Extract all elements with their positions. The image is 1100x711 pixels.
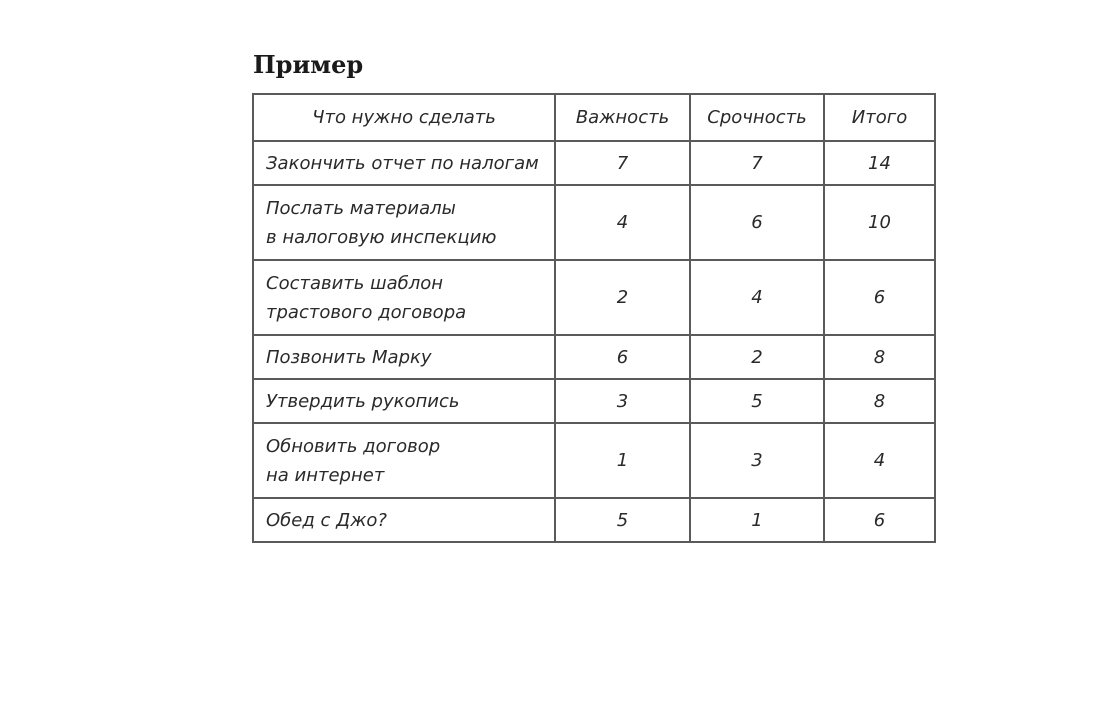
total-cell: 6 (824, 498, 935, 542)
importance-cell: 1 (555, 423, 690, 498)
column-header-task: Что нужно сделать (253, 94, 555, 141)
task-cell (253, 185, 555, 260)
total-cell: 10 (824, 185, 935, 260)
task-cell (253, 141, 555, 185)
table-row (253, 423, 935, 498)
task-text: Составить шаблон (266, 272, 444, 294)
total-cell: 14 (824, 141, 935, 185)
task-text: Обед с Джо? (266, 509, 387, 531)
task-text: трастового договора (266, 301, 467, 323)
urgency-cell: 4 (690, 260, 824, 335)
table-row (253, 185, 935, 260)
table-row (253, 379, 935, 423)
task-cell (253, 379, 555, 423)
task-text: Закончить отчет по налогам (266, 152, 539, 174)
task-text: Утвердить рукопись (266, 390, 460, 412)
urgency-cell: 2 (690, 335, 824, 379)
example-heading: Пример (253, 50, 364, 79)
table-row (253, 260, 935, 335)
task-text: на интернет (266, 464, 385, 486)
task-text: Послать материалы (266, 197, 456, 219)
total-cell: 6 (824, 260, 935, 335)
importance-cell: 3 (555, 379, 690, 423)
table-row (253, 335, 935, 379)
importance-cell: 7 (555, 141, 690, 185)
total-cell: 4 (824, 423, 935, 498)
importance-cell: 4 (555, 185, 690, 260)
task-cell (253, 260, 555, 335)
column-header-total: Итого (824, 94, 935, 141)
column-header-urgency: Срочность (690, 94, 824, 141)
urgency-cell: 7 (690, 141, 824, 185)
task-cell (253, 498, 555, 542)
urgency-cell: 1 (690, 498, 824, 542)
column-header-importance: Важность (555, 94, 690, 141)
task-text: Позвонить Марку (266, 346, 432, 368)
importance-cell: 2 (555, 260, 690, 335)
table-row (253, 141, 935, 185)
task-text: в налоговую инспекцию (266, 226, 497, 248)
task-cell (253, 335, 555, 379)
total-cell: 8 (824, 379, 935, 423)
task-text: Обновить договор (266, 435, 441, 457)
importance-cell: 5 (555, 498, 690, 542)
table-header-row (253, 94, 935, 141)
priority-table (252, 93, 936, 543)
urgency-cell: 3 (690, 423, 824, 498)
task-cell (253, 423, 555, 498)
urgency-cell: 6 (690, 185, 824, 260)
table-row (253, 498, 935, 542)
importance-cell: 6 (555, 335, 690, 379)
urgency-cell: 5 (690, 379, 824, 423)
total-cell: 8 (824, 335, 935, 379)
